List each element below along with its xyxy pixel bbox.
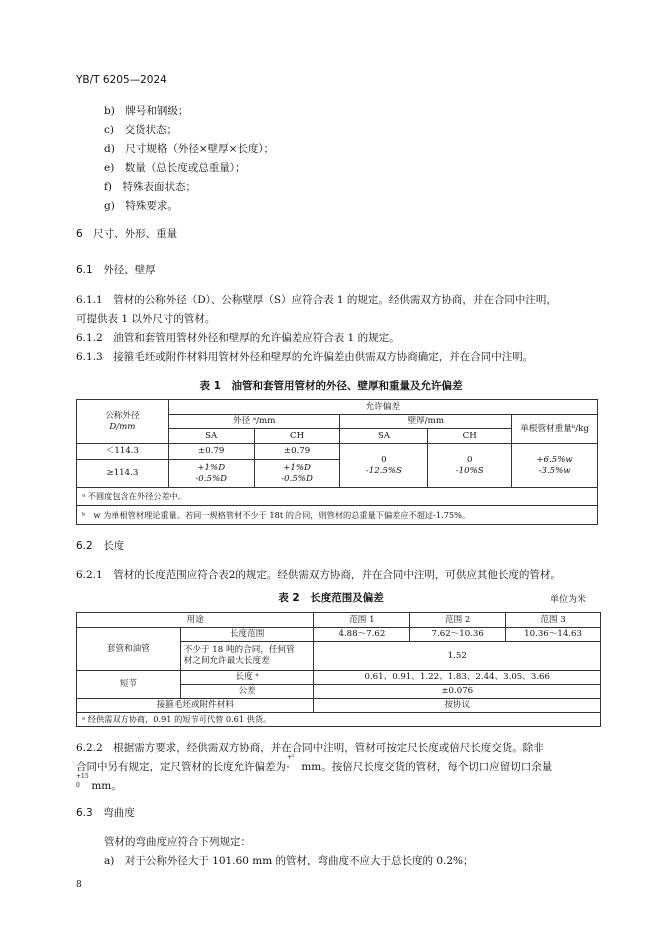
table-2-footnote-a: ᵃ 经供需双方协商，0.91 的短节可代替 0.61 供货。	[77, 713, 601, 727]
table-cell: +6.5%w -3.5%w	[512, 444, 598, 488]
table-cell: 长度 ᵃ	[180, 671, 314, 685]
para-6-1-1-line1: 6.1.1 管材的公称外径（D）、公称壁厚（S）应符合表 1 的规定。经供需双方协商，并在合同中注明，	[76, 294, 557, 306]
para-6-1-2: 6.1.2 油管和套管用管材外径和壁厚的允许偏差应符合表 1 的规定。	[76, 332, 400, 344]
col-header-range-2: 范围 2	[410, 613, 506, 628]
list-item: b) 牌号和钢级；	[104, 105, 189, 117]
table-2	[76, 612, 601, 727]
table-1-caption: 表 1 油管和套管用管材的外径、壁厚和重量及允许偏差	[199, 380, 463, 392]
section-6-2-title: 6.2 长度	[76, 540, 125, 552]
table-cell: 不少于 18 吨的合同，任何管 材之间允许最大长度差	[180, 642, 314, 671]
table-cell: ±0.79	[254, 444, 340, 460]
list-item: e) 数量（总长度或总重量）；	[104, 162, 246, 174]
col-header-outer-diameter: 外径 ᵃ/mm	[168, 415, 340, 429]
table-cell: 0.61、0.91、1.22、1.83、2.44、3.05、3.66	[314, 671, 601, 685]
table-1-footnote-b: ᵇ w 为单根管材理论重量。若同一规格管材不少于 18t 的合同，则管材的总重量下偏差应不超过-1.75%。	[77, 506, 598, 525]
table-cell: 套管和油管	[77, 628, 181, 671]
table-cell: 7.62～10.36	[410, 628, 506, 642]
section-6-1-title: 6.1 外径、壁厚	[76, 264, 156, 276]
table-cell: 接箍毛坯或附件材料	[77, 699, 314, 713]
col-header-tolerance: 允许偏差	[168, 400, 597, 415]
table-cell: ±0.076	[314, 685, 601, 699]
para-6-1-1-line2: 可提供表 1 以外尺寸的管材。	[76, 313, 216, 325]
table-2-unit: 单位为米	[550, 595, 587, 605]
para-6-2-2-line2: 合同中另有规定，定尺管材的长度允许偏差为 +⁵ ₀ mm。按倍尺长度交货的管材，每个切口应留切口余量	[76, 754, 553, 773]
table-cell: +1%D -0.5%D	[168, 460, 254, 488]
col-header-use: 用途	[77, 613, 314, 628]
col-header-od: 公称外径 D/mm	[77, 400, 169, 444]
table-1	[76, 399, 598, 525]
col-header-weight: 单根管材重量ᵇ/kg	[512, 415, 598, 444]
page-number: 8	[76, 880, 82, 890]
list-item: a) 对于公称外径大于 101.60 mm 的管材，弯曲度不应大于总长度的 0.2%；	[104, 855, 474, 867]
table-cell: 1.52	[314, 642, 601, 671]
table-cell: 0 -10%S	[428, 444, 512, 488]
table-cell: ±0.79	[168, 444, 254, 460]
section-6-3-title: 6.3 弯曲度	[76, 807, 135, 819]
section-6-title: 6 尺寸、外形、重量	[76, 228, 178, 240]
table-cell: ＜114.3	[77, 444, 169, 460]
list-item: g) 特殊要求。	[104, 200, 178, 212]
col-header-range-1: 范围 1	[314, 613, 410, 628]
para-6-3-intro: 管材的弯曲度应符合下列规定：	[104, 836, 251, 848]
list-item: f) 特殊表面状态；	[104, 181, 196, 193]
list-item: c) 交货状态；	[104, 124, 177, 136]
table-row	[77, 671, 601, 685]
table-row	[77, 628, 601, 642]
para-6-2-2-line1: 6.2.2 根据需方要求，经供需双方协商，并在合同中注明，管材可按定尺长度或倍尺长度交货。除非	[76, 742, 544, 754]
col-header-range-3: 范围 3	[506, 613, 601, 628]
table-row	[77, 699, 601, 713]
table-row	[77, 444, 598, 460]
table-cell: ≥114.3	[77, 460, 169, 488]
table-cell: 按协议	[314, 699, 601, 713]
table-1-footnote-a: ᵃ 不圆度包含在外径公差中。	[77, 488, 598, 506]
para-6-2-1: 6.2.1 管材的长度范围应符合表2的规定。经供需双方协商，并在合同中注明，可供应其他长度的管材。	[76, 569, 561, 581]
table-cell: 4.88～7.62	[314, 628, 410, 642]
col-header-ch: CH	[254, 429, 340, 444]
para-6-2-2-line3: +15 0 mm。	[76, 773, 122, 792]
table-2-caption: 表 2 长度范围及偏差	[278, 592, 384, 604]
col-header-sa: SA	[340, 429, 428, 444]
table-cell: +1%D -0.5%D	[254, 460, 340, 488]
table-cell: 长度范围	[180, 628, 314, 642]
col-header-wall-thickness: 壁厚/mm	[340, 415, 512, 429]
table-cell: 短节	[77, 671, 181, 699]
table-cell: 10.36～14.63	[506, 628, 601, 642]
table-cell: 0 -12.5%S	[340, 444, 428, 488]
col-header-ch: CH	[428, 429, 512, 444]
list-item: d) 尺寸规格（外径×壁厚×长度）；	[104, 143, 275, 155]
col-header-sa: SA	[168, 429, 254, 444]
table-cell: 公差	[180, 685, 314, 699]
standard-id: YB/T 6205—2024	[76, 74, 167, 86]
para-6-1-3: 6.1.3 接箍毛坯或附件材料用管材外径和壁厚的允许偏差由供需双方协商确定，并在合同中注明。	[76, 351, 534, 363]
